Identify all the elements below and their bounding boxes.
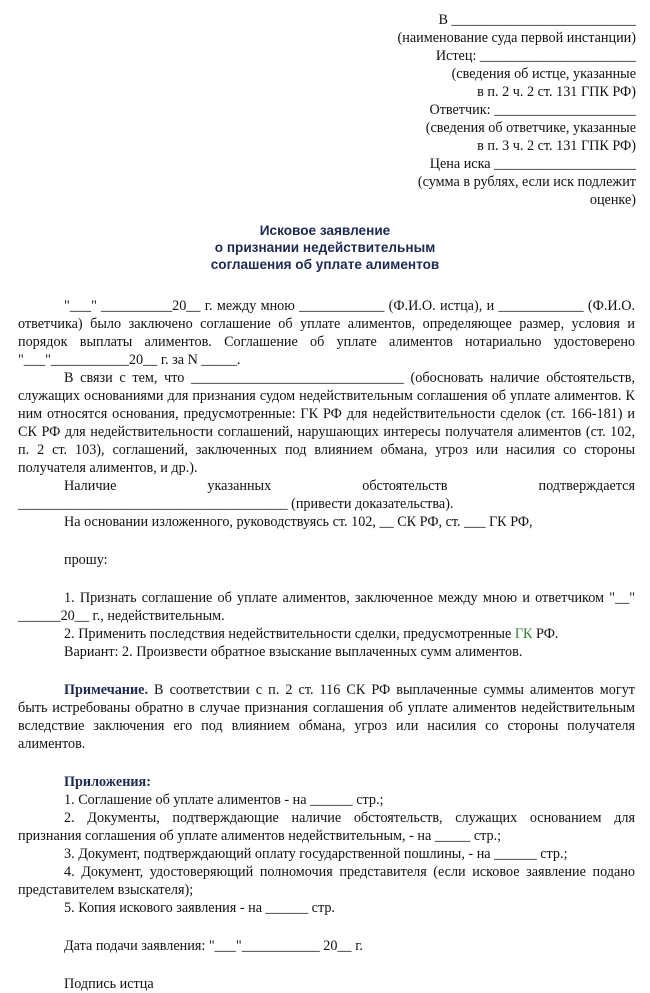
document-title <box>0 222 650 273</box>
gk-link[interactable]: ГК <box>514 626 533 642</box>
defendant-note-2: в п. 3 ч. 2 ст. 131 ГПК РФ) <box>477 138 636 154</box>
document-body <box>18 297 635 993</box>
paragraph-agreement: "___" __________20__ г. между мною ____________ (Ф.И.О. истца), и ____________ (Ф.И.О. ответчика) было заключено соглашение об уплате алиментов, определяющее размер, условия и порядок выплаты алиментов. Соглашение об уплате алиментов нотариально удостоверено "___"___________20__ г. за N _____. <box>18 298 635 368</box>
note-text: В соответствии с п. 2 ст. 116 СК РФ выплаченные суммы алиментов могут быть истребованы обратно в случае признания соглашения об уплате алиментов недействительным вследствие заключения его под влиянием обмана, угроз или насилия со стороны получателя алиментов. <box>18 682 635 752</box>
request-item-2 <box>18 625 635 643</box>
request-item-2-end: РФ. <box>532 626 559 642</box>
title-line-3: соглашения об уплате алиментов <box>210 257 440 272</box>
court-note: (наименование суда первой инстанции) <box>397 30 636 46</box>
defendant-note: (сведения об ответчике, указанные <box>425 120 636 136</box>
plaintiff-note: (сведения об истце, указанные <box>451 66 636 82</box>
paragraph-evidence: Наличие указанных обстоятельств подтверждается ______________________________________ (привести доказательства). <box>18 478 635 512</box>
attachments-heading <box>18 773 635 791</box>
claim-price-note: (сумма в рублях, если иск подлежит <box>417 174 636 190</box>
attachments-label: Приложения: <box>64 774 151 790</box>
attachment-item-5: 5. Копия искового заявления - на ______ стр. <box>64 900 335 916</box>
filing-date: Дата подачи заявления: "___"___________ 20__ г. <box>64 938 363 954</box>
paragraph-legal-basis: На основании изложенного, руководствуясь ст. 102, __ СК РФ, ст. ___ ГК РФ, <box>64 514 533 530</box>
attachment-item-4: 4. Документ, удостоверяющий полномочия представителя (если исковое заявление подано представителем взыскателя); <box>18 864 635 898</box>
request-item-2-text: 2. Применить последствия недействительности сделки, предусмотренные <box>64 626 515 642</box>
court-field: В __________________________ <box>438 12 636 28</box>
note-paragraph <box>18 681 635 753</box>
request-item-variant: Вариант: 2. Произвести обратное взыскание выплаченных сумм алиментов. <box>64 644 523 660</box>
plaintiff-signature: Подпись истца <box>64 976 154 992</box>
title-line-2: о признании недействительным <box>214 240 436 255</box>
defendant-field: Ответчик: ____________________ <box>429 102 636 118</box>
attachment-item-2: 2. Документы, подтверждающие наличие обстоятельств, служащих основанием для признания соглашения об уплате алиментов недействительным, - на _____ стр.; <box>18 810 635 844</box>
attachment-item-3: 3. Документ, подтверждающий оплату государственной пошлины, - на ______ стр.; <box>64 846 568 862</box>
document-header <box>380 11 636 209</box>
note-label: Примечание. <box>64 682 148 698</box>
claim-price-note-2: оценке) <box>589 192 636 208</box>
paragraph-grounds: В связи с тем, что ______________________________ (обосновать наличие обстоятельств, служащих основаниями для признания судом недействительным соглашения об уплате алиментов. К ним относятся основания, предусмотренные: ГК РФ для недействительности сделок (ст. 166-181) и СК РФ для недействительности соглашений, нарушающих интересы получателя алиментов (ст. 102, п. 2 ст. 103), соглашений, заключенных под влиянием обмана, угроз или насилия со стороны получателя алиментов, и др.). <box>18 370 635 476</box>
plaintiff-field: Истец: ______________________ <box>435 48 636 64</box>
title-line-1: Исковое заявление <box>259 223 391 238</box>
attachment-item-1: 1. Соглашение об уплате алиментов - на ______ стр.; <box>64 792 384 808</box>
request-item-1: 1. Признать соглашение об уплате алиментов, заключенное между мною и ответчиком "__" ______20__ г., недействительным. <box>18 590 635 624</box>
request-heading: прошу: <box>64 552 108 568</box>
claim-price-field: Цена иска ____________________ <box>429 156 636 172</box>
plaintiff-note-2: в п. 2 ч. 2 ст. 131 ГПК РФ) <box>477 84 636 100</box>
